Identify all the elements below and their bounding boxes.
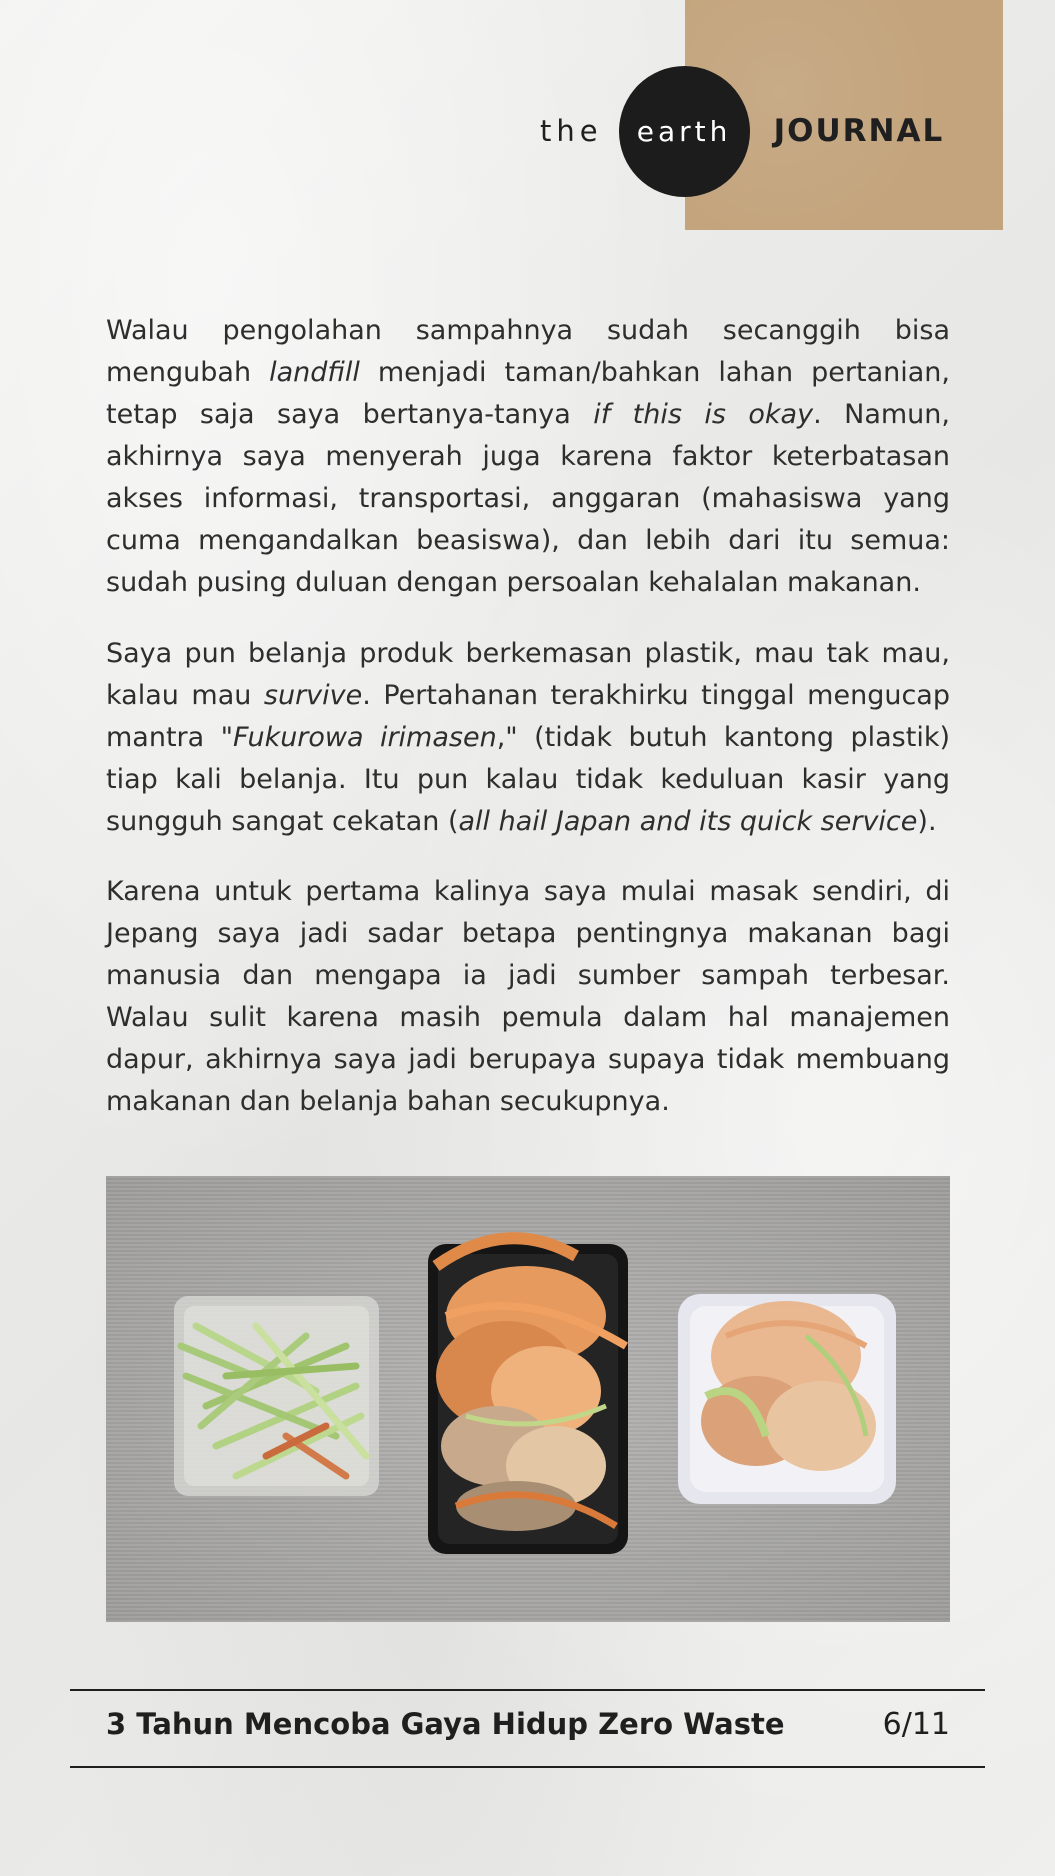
footer-top-rule: [70, 1689, 985, 1691]
footer-article-title: 3 Tahun Mencoba Gaya Hidup Zero Waste: [106, 1707, 785, 1741]
page-number: 6/11: [882, 1707, 950, 1742]
text-run: ).: [917, 806, 937, 837]
italic-phrase: all hail Japan and its quick service: [458, 806, 918, 837]
footer-bottom-rule: [70, 1766, 985, 1768]
food-waste-photo: [106, 1176, 950, 1622]
logo-word-the: the: [540, 114, 603, 148]
text-run: Saya pun belanja produk berkemasan plastik, mau tak mau, kalau mau: [106, 638, 950, 711]
body-paragraph-3: [106, 871, 950, 1123]
logo-circle: [619, 66, 750, 197]
text-run: . Pertahanan terakhirku tinggal mengucap mantra ": [106, 680, 950, 753]
text-run: menjadi taman/bahkan lahan pertanian, tetap saja saya bertanya-tanya: [106, 357, 951, 430]
body-paragraph-2: [106, 633, 950, 843]
text-run: ," (tidak butuh kantong plastik) tiap kali belanja. Itu pun kalau tidak keduluan kasir yang sungguh sangat cekatan (: [106, 722, 950, 837]
logo-word-journal: JOURNAL: [773, 113, 945, 149]
masthead-logo: [540, 66, 944, 196]
italic-phrase: landfill: [269, 357, 360, 388]
logo-word-earth: earth: [636, 114, 732, 148]
text-run: Walau pengolahan sampahnya sudah secanggih bisa mengubah: [106, 315, 950, 388]
italic-phrase: Fukurowa irimasen: [233, 722, 497, 753]
body-paragraph-1: [106, 310, 950, 604]
text-run: . Namun, akhirnya saya menyerah juga karena faktor keterbatasan akses informasi, transportasi, anggaran (mahasiswa yang cuma mengandalkan beasiswa), dan lebih dari itu semua: sudah pusing duluan dengan persoalan kehalalan makanan.: [106, 399, 950, 598]
text-run: Karena untuk pertama kalinya saya mulai masak sendiri, di Jepang saya jadi sadar betapa pentingnya makanan bagi manusia dan mengapa ia jadi sumber sampah terbesar. Walau sulit karena masih pemula dalam hal manajemen dapur, akhirnya saya jadi berupaya supaya tidak membuang makanan dan belanja bahan secukupnya.: [106, 876, 950, 1117]
italic-phrase: if this is okay: [593, 399, 814, 430]
italic-phrase: survive: [263, 680, 363, 711]
